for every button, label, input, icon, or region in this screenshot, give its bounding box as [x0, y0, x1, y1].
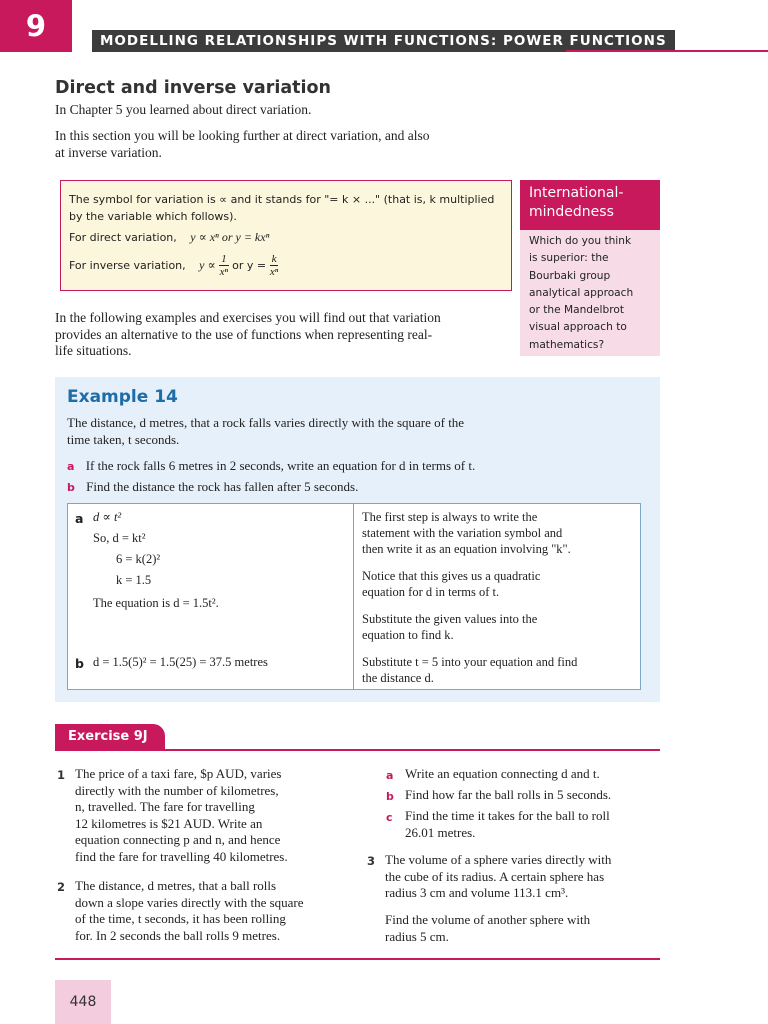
- solution-a-line-1: d ∝ t²: [93, 510, 122, 524]
- page-number: 448: [69, 994, 97, 1010]
- following-line: In the following examples and exercises you will find out that variation: [55, 310, 441, 325]
- header-rule: [566, 50, 768, 52]
- solution-note-line: Substitute the given values into the: [362, 612, 538, 626]
- international-line: mathematics?: [529, 338, 605, 351]
- question-1-line: 12 kilometres is $21 AUD. Write an: [75, 815, 263, 831]
- intro-paragraph-2-line-2: at inverse variation.: [55, 144, 162, 160]
- international-line: Bourbaki group: [529, 269, 611, 282]
- inverse-fraction-1-denominator: xⁿ: [219, 266, 229, 278]
- bottom-rule: [55, 958, 660, 960]
- intro-paragraph-2-line-1: In this section you will be looking further at direct variation, and also: [55, 128, 430, 143]
- question-2: [75, 878, 304, 944]
- question-2-line: down a slope varies directly with the square: [75, 894, 304, 910]
- solution-note-line: statement with the variation symbol and: [362, 526, 563, 540]
- solution-note-line: Substitute t = 5 into your equation and find: [362, 655, 578, 669]
- inverse-fraction-1: [219, 253, 229, 278]
- question-2-line: for. In 2 seconds the ball rolls 9 metres.: [75, 927, 281, 943]
- example-part-b-text: Find the distance the rock has fallen after 5 seconds.: [86, 479, 359, 494]
- example-statement-line-2: time taken, t seconds.: [67, 431, 180, 447]
- solution-note-line: equation for d in terms of t.: [362, 585, 500, 599]
- question-2c-line: Find the time it takes for the ball to roll: [405, 808, 610, 823]
- international-mindedness-title-line-1: International-: [529, 185, 624, 201]
- direct-variation-formula: y ∝ xⁿ or y = kxⁿ: [190, 230, 270, 244]
- section-title: Direct and inverse variation: [55, 78, 331, 98]
- international-line: Which do you think: [529, 235, 632, 247]
- direct-variation-label: For direct variation,: [69, 231, 177, 244]
- question-1-number: 1: [57, 768, 66, 782]
- following-line: life situations.: [55, 343, 132, 358]
- example-part-a-label: a: [67, 460, 75, 473]
- international-line: or the Mandelbrot: [529, 304, 624, 317]
- question-2b-label: b: [386, 790, 394, 803]
- exercise-title-tab: [55, 724, 165, 750]
- international-line: analytical approach: [529, 286, 634, 299]
- example-title: Example 14: [67, 387, 178, 407]
- solution-note-line: equation to find k.: [362, 628, 454, 642]
- example-statement-line-1: The distance, d metres, that a rock falls varies directly with the square of the: [67, 415, 465, 430]
- question-2c: [405, 808, 610, 841]
- solution-note-line: the distance d.: [362, 671, 434, 685]
- question-3: [385, 852, 611, 902]
- solution-b-label: b: [75, 656, 84, 671]
- question-1-line: find the fare for travelling 40 kilometres.: [75, 848, 288, 864]
- following-line: provides an alternative to the use of functions when representing real-: [55, 326, 433, 342]
- question-2c-line: 26.01 metres.: [405, 824, 476, 840]
- international-mindedness-title-line-2: mindedness: [529, 204, 614, 220]
- question-1-line: directly with the number of kilometres,: [75, 782, 279, 798]
- question-2a: Write an equation connecting d and t.: [405, 766, 600, 781]
- following-paragraph: [55, 310, 441, 360]
- question-2-line: The distance, d metres, that a ball rolls: [75, 878, 277, 893]
- question-2a-label: a: [386, 769, 394, 782]
- solution-a-line-5: The equation is d = 1.5t².: [93, 596, 219, 610]
- question-3-line: the cube of its radius. A certain sphere has: [385, 868, 605, 884]
- definition-box: [60, 180, 512, 291]
- question-2b: Find how far the ball rolls in 5 seconds.: [405, 787, 612, 802]
- example-part-a: [67, 458, 475, 476]
- exercise-title: Exercise 9J: [68, 729, 148, 744]
- international-line: visual approach to: [529, 321, 627, 334]
- chapter-title: MODELLING RELATIONSHIPS WITH FUNCTIONS: POWER FUNCTIONS: [92, 30, 675, 52]
- example-statement: [67, 415, 464, 448]
- inverse-fraction-1-numerator: 1: [221, 253, 227, 265]
- inverse-fraction-2-denominator: xⁿ: [269, 266, 279, 278]
- inverse-variation-row: [69, 253, 278, 278]
- question-2c-label: c: [386, 811, 393, 824]
- question-3-line: radius 3 cm and volume 113.1 cm³.: [385, 885, 569, 900]
- definition-line-1: The symbol for variation is ∝ and it stands for "= k × ..." (that is, k multiplied: [69, 193, 495, 206]
- solution-a-line-3: 6 = k(2)²: [116, 552, 161, 566]
- question-3-follow-up: [385, 912, 590, 945]
- question-1-line: The price of a taxi fare, $p AUD, varies: [75, 766, 282, 781]
- intro-paragraph-1: In Chapter 5 you learned about direct variation.: [55, 102, 312, 117]
- solution-a-line-4: k = 1.5: [116, 573, 152, 587]
- inverse-variation-or: or y =: [232, 259, 267, 272]
- solution-note-line: then write it as an equation involving "k".: [362, 542, 571, 556]
- solution-table-divider: [353, 503, 354, 690]
- question-1-line: equation connecting p and n, and hence: [75, 832, 281, 847]
- definition-line-2: by the variable which follows).: [69, 210, 237, 223]
- exercise-rule: [55, 749, 660, 751]
- chapter-number-tab: [0, 0, 72, 52]
- chapter-number: 9: [25, 9, 47, 43]
- question-3-follow-line: radius 5 cm.: [385, 928, 449, 944]
- international-line: is superior: the: [529, 252, 609, 265]
- solution-note-line: The first step is always to write the: [362, 510, 538, 524]
- inverse-variation-prefix: y ∝: [199, 258, 216, 272]
- page-number-box: [55, 980, 111, 1024]
- inverse-variation-label: For inverse variation,: [69, 259, 186, 272]
- solution-a-label: a: [75, 511, 84, 526]
- question-3-number: 3: [367, 854, 376, 868]
- solution-note-line: Notice that this gives us a quadratic: [362, 569, 541, 583]
- question-2-line: of the time, t seconds, it has been rolling: [75, 911, 286, 926]
- question-2-number: 2: [57, 880, 66, 894]
- question-1-line: n, travelled. The fare for travelling: [75, 799, 255, 814]
- international-mindedness-header: [520, 180, 660, 230]
- direct-variation-row: [69, 230, 269, 245]
- solution-b-line-1: d = 1.5(5)² = 1.5(25) = 37.5 metres: [93, 655, 268, 669]
- question-3-follow-line: Find the volume of another sphere with: [385, 912, 591, 927]
- international-mindedness-body: [520, 230, 660, 356]
- example-part-a-text: If the rock falls 6 metres in 2 seconds, write an equation for d in terms of t.: [85, 458, 476, 473]
- inverse-fraction-2: [270, 253, 279, 278]
- solution-a-line-2: So, d = kt²: [93, 531, 146, 545]
- example-part-b-label: b: [67, 481, 75, 494]
- question-1: [75, 766, 288, 865]
- intro-paragraph-2: [55, 128, 430, 161]
- question-3-line: The volume of a sphere varies directly with: [385, 852, 612, 867]
- inverse-fraction-2-numerator: k: [271, 253, 277, 265]
- example-part-b: [67, 479, 358, 497]
